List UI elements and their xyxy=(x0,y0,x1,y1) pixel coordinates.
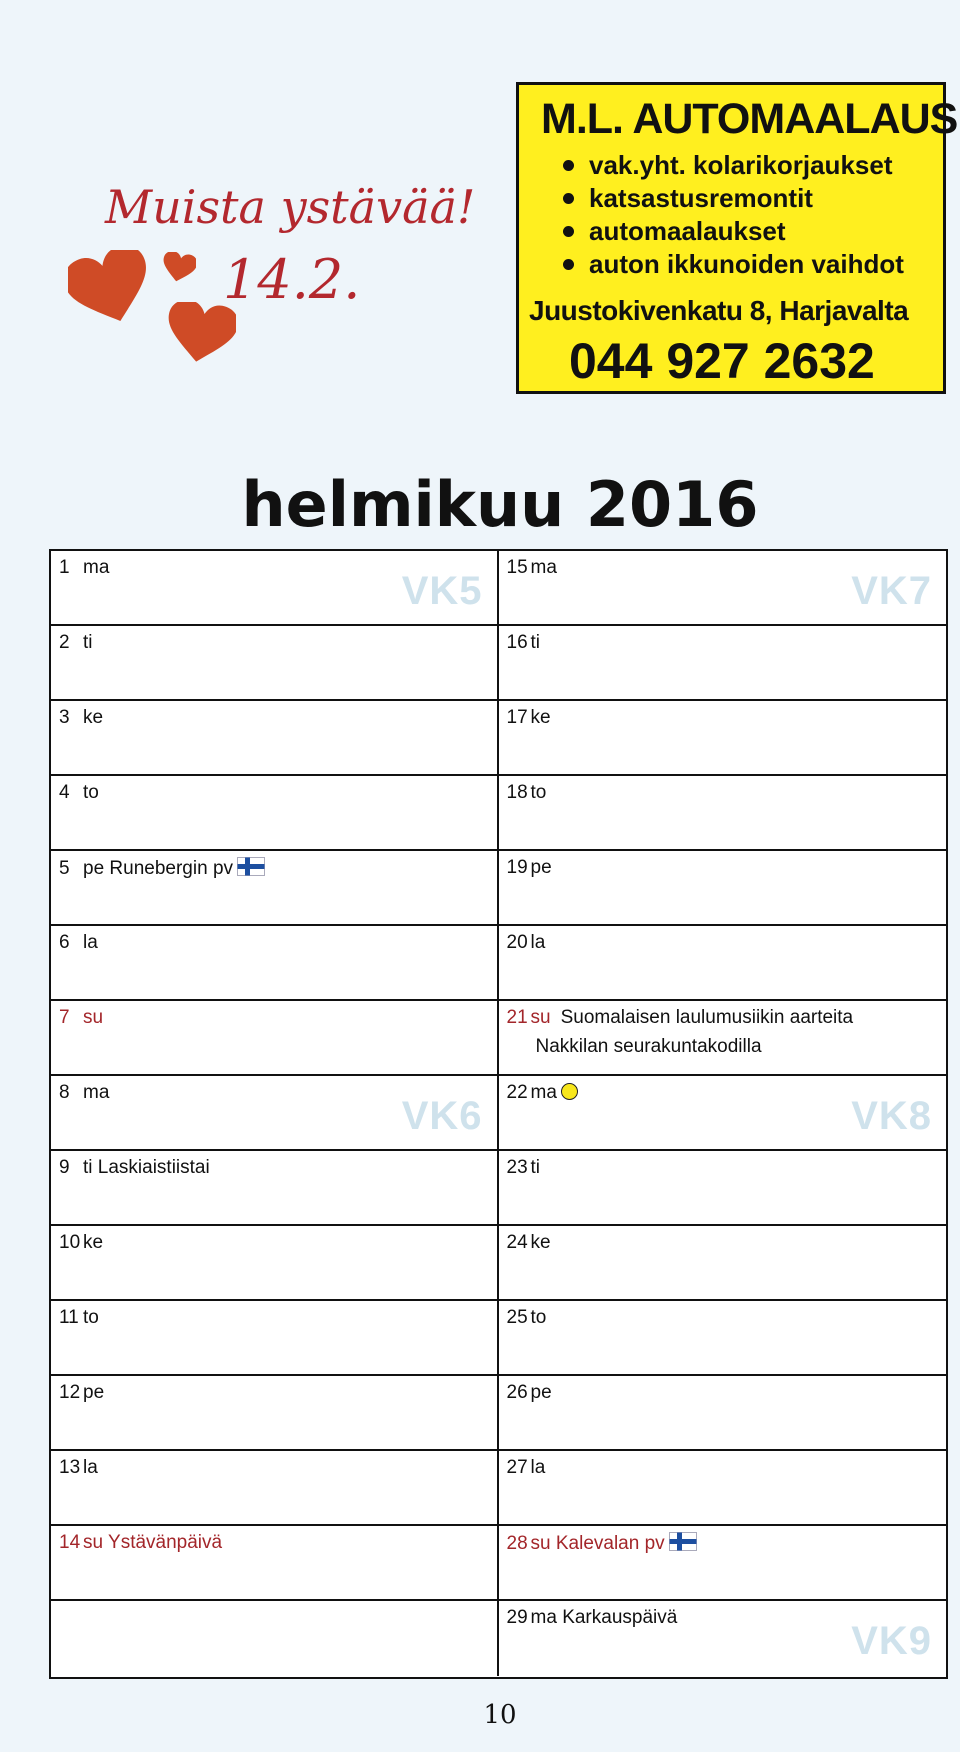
day-cell xyxy=(499,551,947,626)
day-number: 7 xyxy=(59,1007,70,1028)
weekday: ma xyxy=(530,1607,557,1628)
weekday: to xyxy=(530,782,547,803)
day-cell xyxy=(499,1601,947,1676)
weekday: ti xyxy=(83,632,93,653)
weekday: to xyxy=(530,1307,547,1328)
ad-service-text: vak.yht. kolarikorjaukset xyxy=(589,150,893,180)
week-number: VK6 xyxy=(401,1094,483,1138)
valentine-promo xyxy=(50,150,480,390)
promo-date: 14.2. xyxy=(223,248,361,311)
month-title-wrap xyxy=(0,468,960,541)
heart-icon xyxy=(166,302,236,366)
day-cell xyxy=(51,851,499,926)
day-number: 11 xyxy=(59,1307,79,1328)
day-number: 5 xyxy=(59,858,70,879)
weekday: pe xyxy=(83,1382,105,1403)
day-cell xyxy=(51,1301,499,1376)
ad-address: Juustokivenkatu 8, Harjavalta xyxy=(529,295,909,326)
day-number: 13 xyxy=(59,1457,81,1478)
weekday: pe xyxy=(530,857,552,878)
weekday: la xyxy=(83,932,98,953)
day-cell xyxy=(499,1226,947,1301)
day-cell xyxy=(51,1526,499,1601)
day-event: Runebergin pv xyxy=(109,858,234,879)
day-number: 1 xyxy=(59,557,70,578)
day-number: 20 xyxy=(506,932,528,953)
day-number: 12 xyxy=(59,1382,81,1403)
day-cell xyxy=(51,1451,499,1526)
weekday: ke xyxy=(83,707,104,728)
day-cell xyxy=(499,1526,947,1601)
weekday: ti xyxy=(83,1157,93,1178)
day-cell xyxy=(51,551,499,626)
heart-icon xyxy=(162,252,196,284)
promo-line-1: Muista ystävää! xyxy=(105,180,476,234)
weekday: la xyxy=(530,932,546,953)
day-cell xyxy=(51,1226,499,1301)
day-cell xyxy=(51,626,499,701)
day-number: 16 xyxy=(506,632,528,653)
day-event: Kalevalan pv xyxy=(555,1533,665,1554)
ad-service xyxy=(559,215,904,248)
ad-service-list xyxy=(559,149,904,281)
week-number: VK7 xyxy=(851,569,932,613)
day-cell xyxy=(51,776,499,851)
weekday: la xyxy=(530,1457,546,1478)
day-cell xyxy=(51,1076,499,1151)
day-number: 3 xyxy=(59,707,70,728)
weekday: su xyxy=(83,1532,104,1553)
week-number: VK8 xyxy=(851,1094,932,1138)
day-cell xyxy=(499,701,947,776)
heart-icon xyxy=(68,250,152,328)
day-cell xyxy=(51,1601,499,1676)
finnish-flag-icon xyxy=(237,857,265,882)
day-event: Karkauspäivä xyxy=(562,1607,678,1628)
day-event: Laskiaistiistai xyxy=(97,1157,210,1178)
day-cell xyxy=(499,1001,947,1076)
day-cell xyxy=(51,926,499,1001)
day-event: Ystävänpäivä xyxy=(108,1532,223,1553)
day-note: Suomalaisen laulumusiikin aarteita xyxy=(560,1007,854,1028)
day-cell xyxy=(499,626,947,701)
day-cell xyxy=(51,1151,499,1226)
weekday: pe xyxy=(83,858,105,879)
week-number: VK5 xyxy=(401,569,483,613)
day-cell xyxy=(499,1301,947,1376)
weekday: ke xyxy=(530,1232,551,1253)
day-cell xyxy=(499,926,947,1001)
day-number: 9 xyxy=(59,1157,70,1178)
day-note-line2: Nakkilan seurakuntakodilla xyxy=(535,1036,762,1057)
day-cell xyxy=(51,1001,499,1076)
day-number: 2 xyxy=(59,632,70,653)
bullet-icon xyxy=(563,193,574,204)
ad-service xyxy=(559,248,904,281)
bullet-icon xyxy=(563,259,574,270)
day-number: 23 xyxy=(506,1157,528,1178)
day-number: 18 xyxy=(506,782,528,803)
ad-service xyxy=(559,182,904,215)
day-number: 21 xyxy=(506,1007,528,1028)
day-number: 8 xyxy=(59,1082,70,1103)
day-cell xyxy=(499,851,947,926)
day-cell xyxy=(51,701,499,776)
day-number: 6 xyxy=(59,932,70,953)
day-cell xyxy=(499,1451,947,1526)
day-number: 19 xyxy=(506,857,528,878)
weekday: la xyxy=(83,1457,98,1478)
day-number: 29 xyxy=(506,1607,528,1628)
day-cell xyxy=(499,776,947,851)
day-cell xyxy=(499,1076,947,1151)
ad-service xyxy=(559,149,904,182)
full-moon-icon xyxy=(561,1083,578,1100)
calendar-grid xyxy=(49,549,948,1679)
weekday: ke xyxy=(530,707,551,728)
bullet-icon xyxy=(563,226,574,237)
day-number: 24 xyxy=(506,1232,528,1253)
day-number: 15 xyxy=(506,557,528,578)
day-cell xyxy=(499,1376,947,1451)
weekday: ma xyxy=(83,1082,110,1103)
weekday: su xyxy=(83,1007,104,1028)
advertisement xyxy=(516,82,958,394)
bullet-icon xyxy=(563,160,574,171)
day-number: 10 xyxy=(59,1232,81,1253)
ad-service-text: auton ikkunoiden vaihdot xyxy=(589,249,904,279)
day-number: 17 xyxy=(506,707,528,728)
weekday: ma xyxy=(83,557,110,578)
day-number: 4 xyxy=(59,782,70,803)
week-number: VK9 xyxy=(851,1619,932,1663)
weekday: ke xyxy=(83,1232,104,1253)
weekday: pe xyxy=(530,1382,552,1403)
weekday: su xyxy=(530,1007,551,1028)
weekday: to xyxy=(83,782,99,803)
ad-service-text: automaalaukset xyxy=(589,216,786,246)
day-number: 28 xyxy=(506,1533,528,1554)
ad-service-text: katsastusremontit xyxy=(589,183,813,213)
day-number: 26 xyxy=(506,1382,528,1403)
day-number: 25 xyxy=(506,1307,528,1328)
page-number: 10 xyxy=(483,1700,517,1730)
day-cell xyxy=(51,1376,499,1451)
finnish-flag-icon xyxy=(669,1532,697,1557)
day-cell xyxy=(499,1151,947,1226)
weekday: to xyxy=(83,1307,99,1328)
weekday: ma xyxy=(530,557,557,578)
weekday: ma xyxy=(530,1082,557,1103)
day-number: 27 xyxy=(506,1457,528,1478)
day-number: 14 xyxy=(59,1532,81,1553)
ad-phone: 044 927 2632 xyxy=(569,333,875,389)
weekday: ti xyxy=(530,1157,540,1178)
weekday: su xyxy=(530,1533,551,1554)
month-title: helmikuu 2016 xyxy=(241,468,759,541)
ad-title: M.L. AUTOMAALAUS xyxy=(541,95,958,143)
weekday: ti xyxy=(530,632,540,653)
day-number: 22 xyxy=(506,1082,528,1103)
